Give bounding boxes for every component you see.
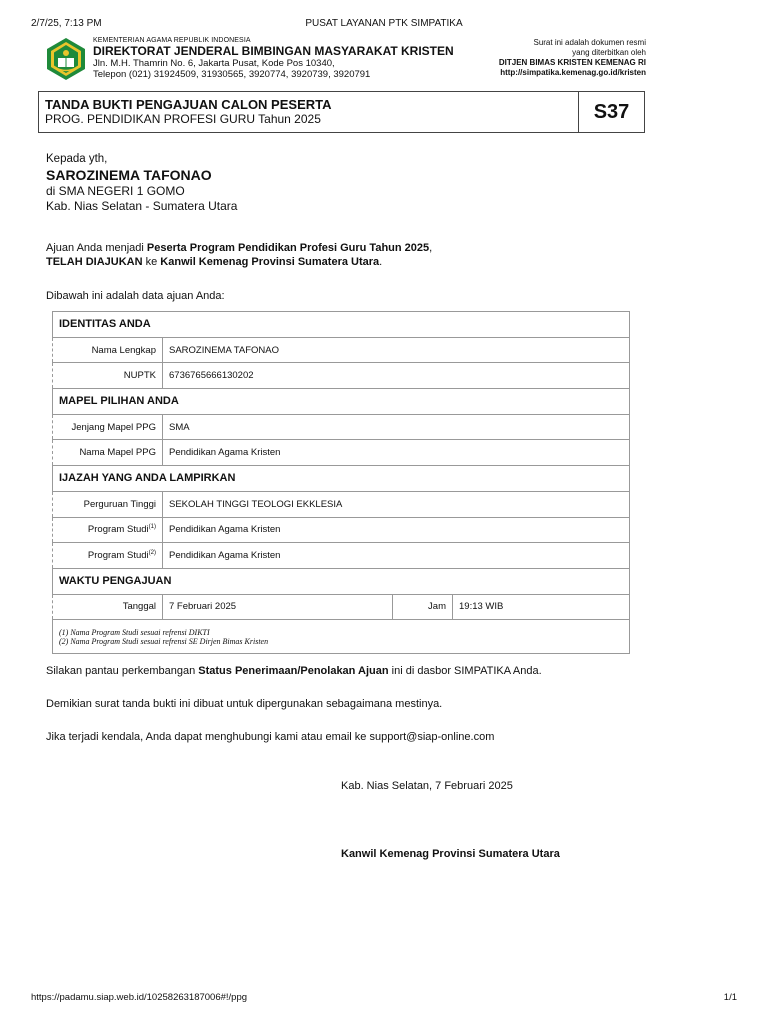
kemenag-logo-icon xyxy=(44,37,88,81)
table-footnote-row xyxy=(53,620,630,654)
jam-label: Jam xyxy=(393,594,453,620)
submission-statement xyxy=(46,241,432,269)
section-identity: IDENTITAS ANDA xyxy=(53,312,630,338)
recipient-name: SAROZINEMA TAFONAO xyxy=(46,167,212,183)
tanggal-value: 7 Februari 2025 xyxy=(163,594,393,620)
directorate-name: DIREKTORAT JENDERAL BIMBINGAN MASYARAKAT KRISTEN xyxy=(93,44,454,58)
signer: Kanwil Kemenag Provinsi Sumatera Utara xyxy=(341,848,560,860)
document-code: S37 xyxy=(578,92,644,132)
note-url: http://simpatika.kemenag.go.id/kristen xyxy=(500,68,646,77)
pt-label: Perguruan Tinggi xyxy=(53,491,163,517)
table-section-row xyxy=(53,568,630,594)
table-row xyxy=(53,414,630,440)
program-name: Peserta Program Pendidikan Profesi Guru Tahun 2025 xyxy=(146,242,430,254)
print-datetime: 2/7/25, 7:13 PM xyxy=(31,18,102,29)
mapel-label: Nama Mapel PPG xyxy=(53,440,163,466)
table-row xyxy=(53,491,630,517)
statement-text: Ajuan Anda menjadi xyxy=(46,242,147,254)
jam-value: 19:13 WIB xyxy=(453,594,630,620)
section-ijazah: IJAZAH YANG ANDA LAMPIRKAN xyxy=(53,466,630,492)
note-line-1: Surat ini adalah dokumen resmi xyxy=(533,38,646,47)
prodi1-label xyxy=(53,517,163,543)
recipient-school: di SMA NEGERI 1 GOMO xyxy=(46,184,185,198)
submission-data-table xyxy=(52,311,630,654)
nama-label: Nama Lengkap xyxy=(53,337,163,363)
place-date: Kab. Nias Selatan, 7 Februari 2025 xyxy=(341,780,513,792)
data-intro: Dibawah ini adalah data ajuan Anda: xyxy=(46,290,225,302)
organization-block xyxy=(93,36,454,80)
prodi2-footnote-ref: (2) xyxy=(148,549,156,556)
document-title: TANDA BUKTI PENGAJUAN CALON PESERTA xyxy=(45,97,332,112)
status-phrase: Status Penerimaan/Penolakan Ajuan xyxy=(198,665,389,677)
jenjang-label: Jenjang Mapel PPG xyxy=(53,414,163,440)
table-section-row xyxy=(53,312,630,338)
print-url: https://padamu.siap.web.id/10258263187006#!/ppg xyxy=(31,992,248,1003)
prodi2-label-text: Program Studi xyxy=(87,550,149,562)
pt-value: SEKOLAH TINGGI TEOLOGI EKKLESIA xyxy=(163,491,630,517)
nama-value: SAROZINEMA TAFONAO xyxy=(163,337,630,363)
closing-statement: Demikian surat tanda bukti ini dibuat untuk dipergunakan sebagaimana mestinya. xyxy=(46,698,443,710)
statement-period: . xyxy=(379,256,383,268)
salutation: Kepada yth, xyxy=(46,153,108,165)
target-office: Kanwil Kemenag Provinsi Sumatera Utara xyxy=(160,256,380,268)
monitor-text: Silakan pantau perkembangan xyxy=(46,665,199,677)
prodi1-value: Pendidikan Agama Kristen xyxy=(163,517,630,543)
phone-numbers: Telepon (021) 31924509, 31930565, 3920774, 3920739, 3920791 xyxy=(93,69,371,80)
statement-text-2: ke xyxy=(142,256,161,268)
monitor-text-2: ini di dasbor SIMPATIKA Anda. xyxy=(388,665,542,677)
nuptk-value: 6736765666130202 xyxy=(163,363,630,389)
table-section-row xyxy=(53,389,630,415)
table-row xyxy=(53,594,630,620)
table-row xyxy=(53,337,630,363)
table-row xyxy=(53,363,630,389)
print-page-number: 1/1 xyxy=(723,992,737,1003)
table-row xyxy=(53,440,630,466)
section-mapel: MAPEL PILIHAN ANDA xyxy=(53,389,630,415)
browser-print-header xyxy=(31,18,737,32)
document-subtitle: PROG. PENDIDIKAN PROFESI GURU Tahun 2025 xyxy=(45,112,321,126)
table-row xyxy=(53,517,630,543)
recipient-block xyxy=(46,152,237,214)
table-footnotes xyxy=(53,620,630,654)
document-title-box xyxy=(38,91,645,133)
official-document-note xyxy=(499,38,646,78)
statement-comma: , xyxy=(429,242,433,254)
table-section-row xyxy=(53,466,630,492)
support-contact: Jika terjadi kendala, Anda dapat menghubungi kami atau email ke support@siap-online.com xyxy=(46,731,495,743)
footnote-1: (1) Nama Program Studi sesuai refrensi DIKTI xyxy=(59,627,210,637)
tanggal-label: Tanggal xyxy=(53,594,163,620)
ministry-name: KEMENTERIAN AGAMA REPUBLIK INDONESIA xyxy=(93,37,251,44)
note-line-2: yang diterbitkan oleh xyxy=(572,48,646,57)
address: Jln. M.H. Thamrin No. 6, Jakarta Pusat, Kode Pos 10340, xyxy=(93,58,335,69)
monitor-instruction xyxy=(46,664,542,678)
prodi1-label-text: Program Studi xyxy=(87,524,149,536)
browser-print-footer xyxy=(31,992,737,1006)
footnote-2: (2) Nama Program Studi sesuai refrensi SE Dirjen Bimas Kristen xyxy=(59,636,269,646)
letterhead xyxy=(44,36,646,84)
table-row xyxy=(53,543,630,569)
print-page-title: PUSAT LAYANAN PTK SIMPATIKA xyxy=(305,18,463,29)
jenjang-value: SMA xyxy=(163,414,630,440)
section-waktu: WAKTU PENGAJUAN xyxy=(53,568,630,594)
note-issuer: DITJEN BIMAS KRISTEN KEMENAG RI xyxy=(498,58,646,67)
prodi1-footnote-ref: (1) xyxy=(148,524,156,531)
prodi2-label xyxy=(53,543,163,569)
submission-status: TELAH DIAJUKAN xyxy=(46,256,143,268)
mapel-value: Pendidikan Agama Kristen xyxy=(163,440,630,466)
nuptk-label: NUPTK xyxy=(53,363,163,389)
recipient-region: Kab. Nias Selatan - Sumatera Utara xyxy=(46,199,238,213)
prodi2-value: Pendidikan Agama Kristen xyxy=(163,543,630,569)
